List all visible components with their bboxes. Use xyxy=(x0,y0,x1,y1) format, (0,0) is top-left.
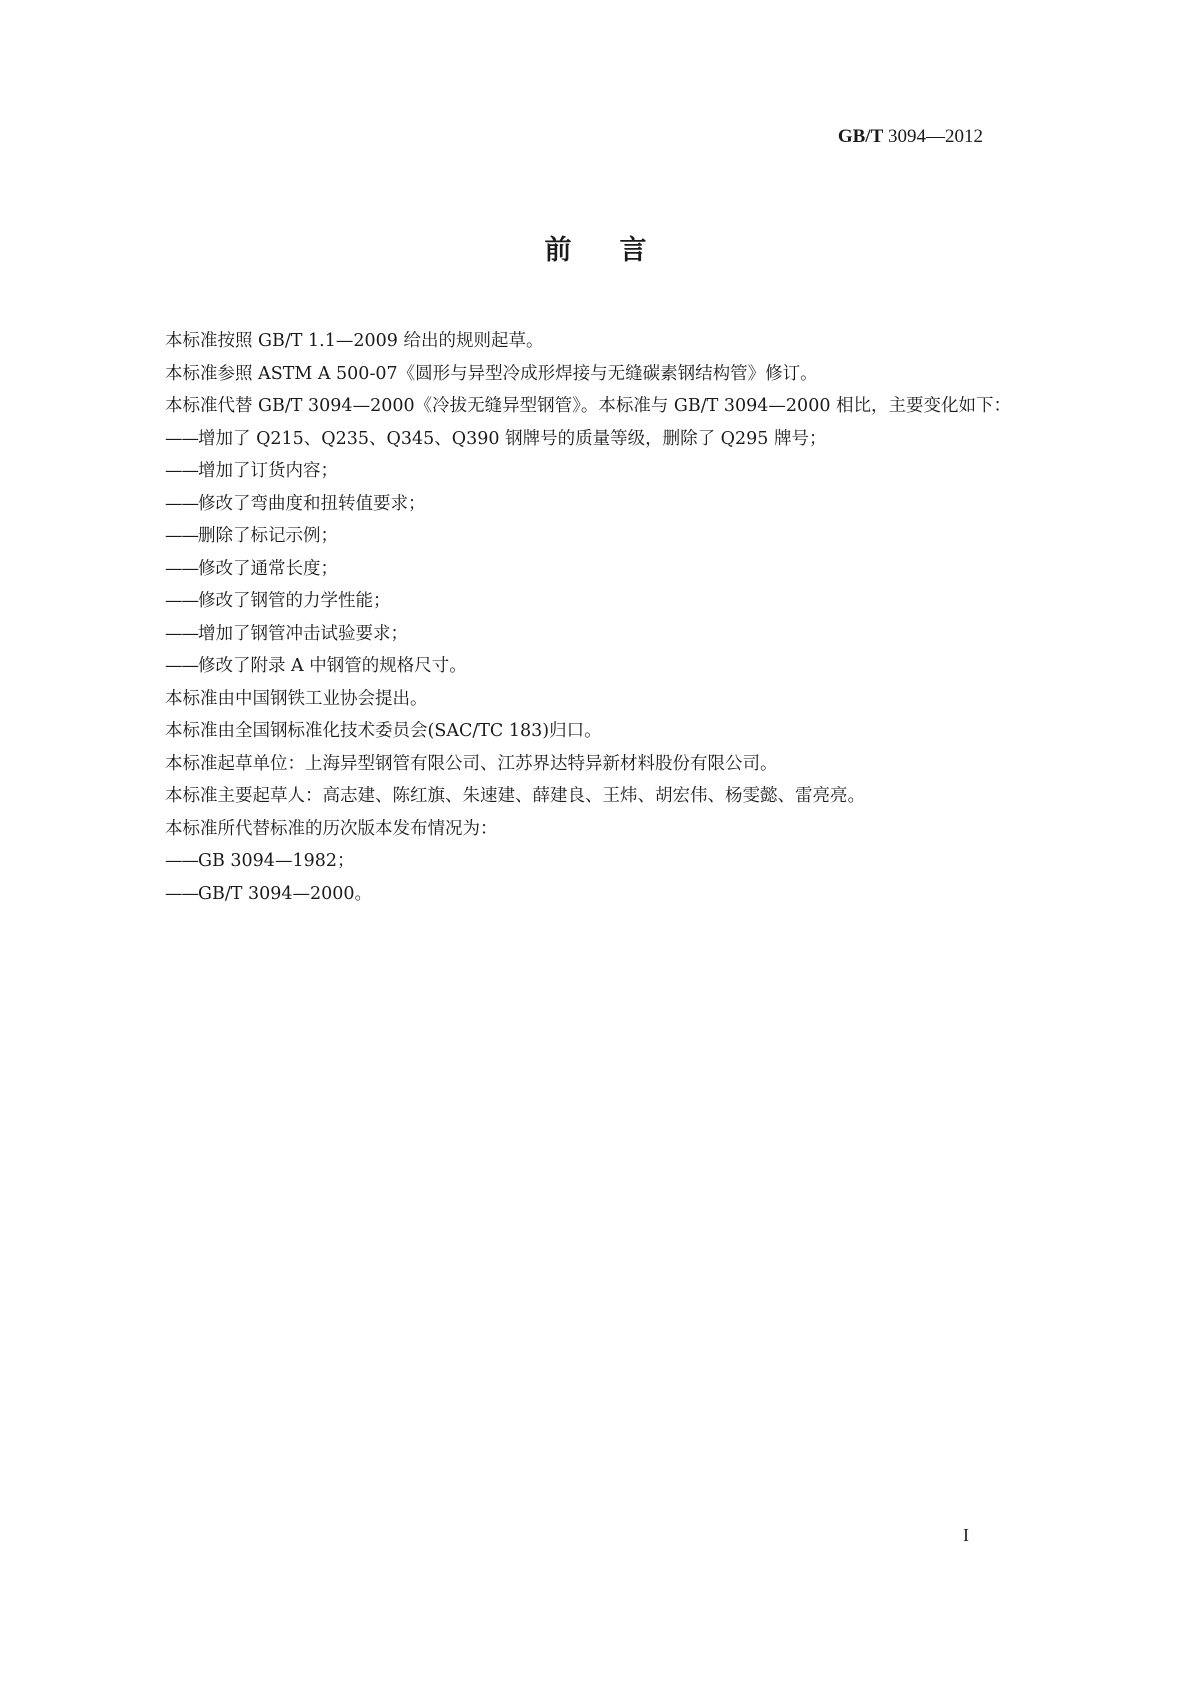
change-item xyxy=(130,553,1070,586)
history-item xyxy=(130,878,1070,911)
change-item-text: 修改了通常长度； xyxy=(198,558,338,579)
list-dash: —— xyxy=(165,558,198,579)
change-item-text: 增加了 Q215、Q235、Q345、Q390 钢牌号的质量等级，删除了 Q295 牌号； xyxy=(198,428,827,449)
list-dash: —— xyxy=(165,428,198,449)
paragraph-replacement: 本标准代替 GB/T 3094—2000《冷拔无缝异型钢管》。本标准与 GB/T 3094—2000 相比，主要变化如下： xyxy=(165,396,1012,416)
history-item-text: GB/T 3094—2000。 xyxy=(198,883,373,904)
paragraph-proposer: 本标准由中国钢铁工业协会提出。 xyxy=(165,688,428,709)
standard-code xyxy=(838,126,983,148)
page-number: I xyxy=(963,1525,969,1545)
paragraph-history-intro: 本标准所代替标准的历次版本发布情况为： xyxy=(165,818,498,839)
change-item xyxy=(130,520,1070,553)
change-item-text: 增加了订货内容； xyxy=(198,461,338,481)
change-item xyxy=(130,618,1070,651)
change-item xyxy=(130,488,1070,521)
list-dash: —— xyxy=(165,591,198,611)
paragraph-drafting-units: 本标准起草单位：上海异型钢管有限公司、江苏界达特异新材料股份有限公司。 xyxy=(165,753,778,774)
change-item-text: 删除了标记示例； xyxy=(198,526,338,546)
history-item-text: GB 3094—1982； xyxy=(198,851,355,871)
list-dash: —— xyxy=(165,883,198,904)
list-dash: —— xyxy=(165,461,198,481)
standard-code-number: 3094—2012 xyxy=(888,126,983,147)
change-item xyxy=(130,423,1070,456)
change-item xyxy=(130,585,1070,618)
change-item-text: 修改了弯曲度和扭转值要求； xyxy=(198,493,426,514)
list-dash: —— xyxy=(165,851,198,871)
list-dash: —— xyxy=(165,526,198,546)
paragraph-drafters: 本标准主要起草人：高志建、陈红旗、朱速建、薛建良、王炜、胡宏伟、杨雯懿、雷亮亮。 xyxy=(165,786,865,806)
list-dash: —— xyxy=(165,656,198,676)
list-dash: —— xyxy=(165,493,198,514)
change-item-text: 增加了钢管冲击试验要求； xyxy=(198,623,408,644)
paragraph-drafting-rules: 本标准按照 GB/T 1.1—2009 给出的规则起草。 xyxy=(165,331,544,351)
foreword-body xyxy=(130,325,1070,910)
standard-code-prefix: GB/T xyxy=(837,126,884,147)
list-dash: —— xyxy=(165,623,198,644)
paragraph-committee: 本标准由全国钢标准化技术委员会(SAC/TC 183)归口。 xyxy=(165,721,602,741)
change-item-text: 修改了钢管的力学性能； xyxy=(198,591,391,611)
history-item xyxy=(130,845,1070,878)
paragraph-reference: 本标准参照 ASTM A 500-07《圆形与异型冷成形焊接与无缝碳素钢结构管》修订。 xyxy=(165,363,818,384)
change-item xyxy=(130,455,1070,488)
change-item xyxy=(130,650,1070,683)
page-title: 前言 xyxy=(544,235,695,266)
change-item-text: 修改了附录 A 中钢管的规格尺寸。 xyxy=(198,656,467,676)
